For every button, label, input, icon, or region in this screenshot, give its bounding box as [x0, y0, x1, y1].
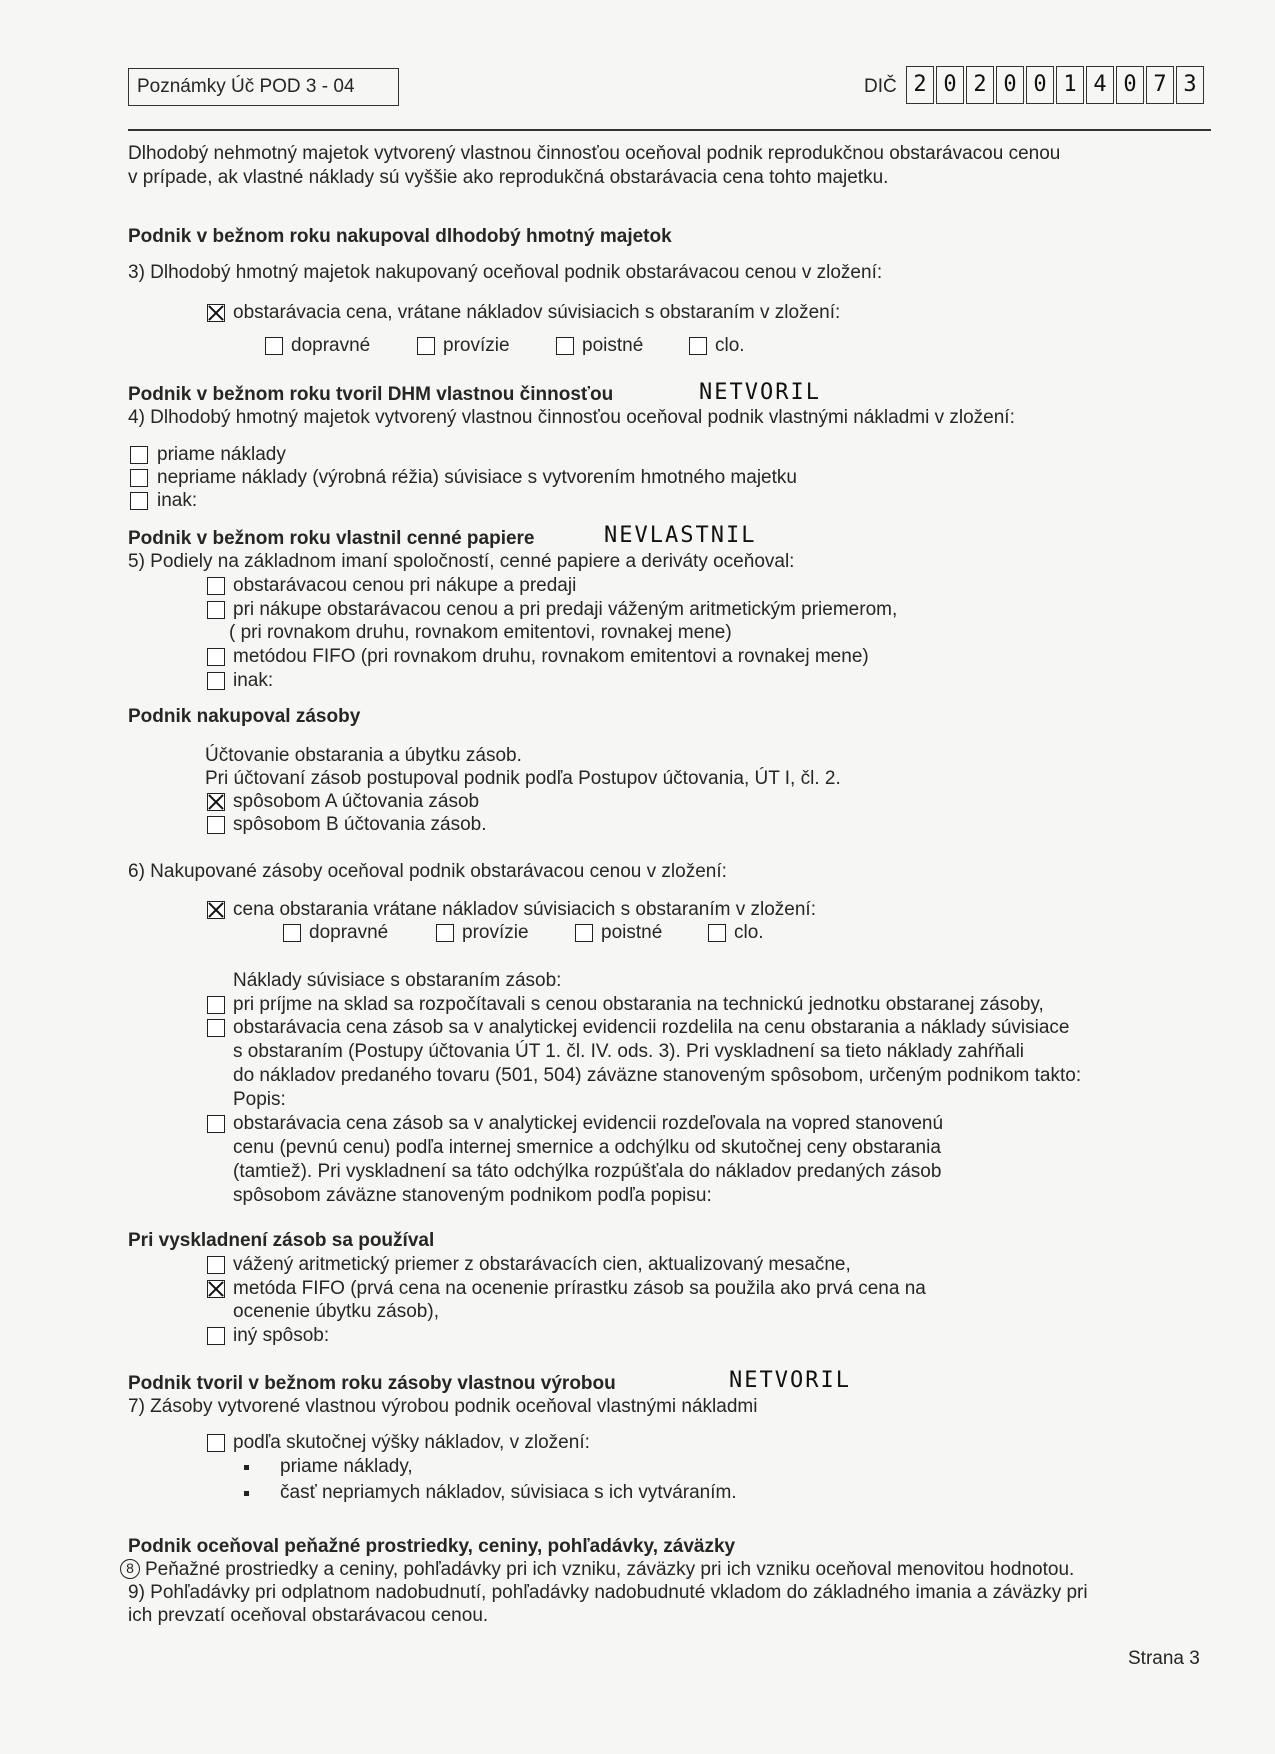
- checkbox-transport[interactable]: [283, 924, 301, 942]
- checkbox-acquisition-price[interactable]: [207, 901, 225, 919]
- dic-label: DIČ: [864, 76, 897, 97]
- checkbox-acquisition-price[interactable]: [207, 577, 225, 595]
- option-label: inak:: [157, 490, 198, 511]
- option-label: spôsobom záväzne stanoveným podnikom podľa popisu:: [233, 1185, 712, 1206]
- checkbox-method-b[interactable]: [207, 816, 225, 834]
- dic-field: [906, 66, 1206, 104]
- checkbox-acquisition-cost[interactable]: [207, 304, 225, 322]
- body-text: Peňažné prostriedky a ceniny, pohľadávky pri ich vzniku, záväzky pri ich vzniku oceňoval menovitou hodnotou.: [145, 1559, 1075, 1580]
- section-heading: Podnik v bežnom roku tvoril DHM vlastnou činnosťou: [128, 384, 614, 405]
- question-text: 3) Dlhodobý hmotný majetok nakupovaný oceňoval podnik obstarávacou cenou v zložení:: [128, 262, 883, 283]
- option-label: poistné: [582, 335, 644, 356]
- handwritten-note: NETVORIL: [699, 380, 821, 405]
- dic-digit: 2: [966, 66, 994, 104]
- header-divider: [128, 129, 1211, 131]
- option-label: s obstaraním (Postupy účtovania ÚT 1. čl. IV. ods. 3). Pri vyskladnení sa tieto náklady zahŕňali: [233, 1041, 1025, 1062]
- section-heading: Podnik oceňoval peňažné prostriedky, ceniny, pohľadávky, záväzky: [128, 1536, 736, 1557]
- dic-digit: 0: [1116, 66, 1144, 104]
- checkbox-fifo[interactable]: [207, 1280, 225, 1298]
- checkbox-other[interactable]: [207, 1327, 225, 1345]
- bullet-text: časť nepriamych nákladov, súvisiaca s ich vytváraním.: [280, 1482, 737, 1503]
- dic-digit: 2: [906, 66, 934, 104]
- intro-line: Dlhodobý nehmotný majetok vytvorený vlastnou činnosťou oceňoval podnik reprodukčnou obstarávacou cenou: [128, 143, 1061, 164]
- option-label: vážený aritmetický priemer z obstarávacích cien, aktualizovaný mesačne,: [233, 1254, 851, 1275]
- option-label: pri nákupe obstarávacou cenou a pri predaji váženým aritmetickým priemerom,: [233, 599, 898, 620]
- checkbox-actual-costs[interactable]: [207, 1434, 225, 1452]
- option-label: priame náklady: [157, 444, 286, 465]
- option-label: nepriame náklady (výrobná réžia) súvisiace s vytvorením hmotného majetku: [157, 467, 797, 488]
- option-label: obstarávacia cena zásob sa v analytickej evidencii rozdelila na cenu obstarania a náklady súvisiace: [233, 1017, 1070, 1038]
- option-label: podľa skutočnej výšky nákladov, v zložení:: [233, 1432, 590, 1453]
- body-text: ich prevzatí oceňoval obstarávacou cenou.: [128, 1605, 489, 1626]
- option-label: iný spôsob:: [233, 1325, 330, 1346]
- page-number: Strana 3: [1128, 1648, 1200, 1669]
- option-label: dopravné: [291, 335, 371, 356]
- intro-line: v prípade, ak vlastné náklady sú vyššie ako reprodukčná obstarávacia cena tohto majetku.: [128, 167, 889, 188]
- dic-digit: 3: [1176, 66, 1204, 104]
- checkbox-insurance[interactable]: [575, 924, 593, 942]
- checkbox-commission[interactable]: [417, 337, 435, 355]
- option-label: Popis:: [233, 1089, 286, 1110]
- option-label: spôsobom A účtovania zásob: [233, 791, 480, 812]
- option-label: do nákladov predaného tovaru (501, 504) záväzne stanoveným spôsobom, určeným podnikom takto:: [233, 1065, 1082, 1086]
- checkbox-customs[interactable]: [708, 924, 726, 942]
- bullet-icon: [244, 1491, 249, 1496]
- checkbox-other[interactable]: [130, 492, 148, 510]
- body-text: 9) Pohľadávky pri odplatnom nadobudnutí, pohľadávky nadobudnuté vkladom do základného imania a záväzky pri: [128, 1582, 1088, 1603]
- option-label: clo.: [715, 335, 745, 356]
- checkbox-transport[interactable]: [265, 337, 283, 355]
- question-text: 4) Dlhodobý hmotný majetok vytvorený vlastnou činnosťou oceňoval podnik vlastnými nákladmi v zložení:: [128, 407, 1015, 428]
- checkbox-indirect-costs[interactable]: [130, 469, 148, 487]
- checkbox-method-a[interactable]: [207, 793, 225, 811]
- checkbox-customs[interactable]: [689, 337, 707, 355]
- dic-digit: 1: [1056, 66, 1084, 104]
- item-number-circle: 8: [120, 1559, 140, 1579]
- section-heading: Podnik tvoril v bežnom roku zásoby vlastnou výrobou: [128, 1373, 616, 1394]
- dic-digit: 4: [1086, 66, 1114, 104]
- option-label: cenu (pevnú cenu) podľa internej smernice a odchýlku od skutočnej ceny obstarania: [233, 1137, 941, 1158]
- section-heading: Pri vyskladnení zásob sa používal: [128, 1230, 435, 1251]
- checkbox-fixed-price[interactable]: [207, 1115, 225, 1133]
- question-text: 6) Nakupované zásoby oceňoval podnik obstarávacou cenou v zložení:: [128, 861, 727, 882]
- checkbox-commission[interactable]: [436, 924, 454, 942]
- option-label: spôsobom B účtovania zásob.: [233, 814, 487, 835]
- checkbox-weighted-average[interactable]: [207, 1256, 225, 1274]
- checkbox-insurance[interactable]: [556, 337, 574, 355]
- body-text: Účtovanie obstarania a úbytku zásob.: [205, 745, 522, 766]
- dic-digit: 0: [1026, 66, 1054, 104]
- option-label: metódou FIFO (pri rovnakom druhu, rovnakom emitentovi a rovnakej mene): [233, 646, 869, 667]
- body-text: Pri účtovaní zásob postupoval podnik podľa Postupov účtovania, ÚT I, čl. 2.: [205, 768, 841, 789]
- checkbox-cost-analytic[interactable]: [207, 1019, 225, 1037]
- option-label: poistné: [601, 922, 663, 943]
- option-label: obstarávacia cena, vrátane nákladov súvisiacich s obstaraním v zložení:: [233, 302, 841, 323]
- option-label: inak:: [233, 670, 274, 691]
- option-label: obstarávacou cenou pri nákupe a predaji: [233, 575, 577, 596]
- bullet-text: priame náklady,: [280, 1456, 413, 1477]
- option-label: ( pri rovnakom druhu, rovnakom emitentovi, rovnakej mene): [229, 622, 732, 643]
- checkbox-direct-costs[interactable]: [130, 446, 148, 464]
- checkbox-cost-allocation[interactable]: [207, 996, 225, 1014]
- option-label: dopravné: [309, 922, 389, 943]
- checkbox-weighted-average[interactable]: [207, 601, 225, 619]
- option-label: (tamtiež). Pri vyskladnení sa táto odchýlka rozpúšťala do nákladov predaných zásob: [233, 1161, 942, 1182]
- handwritten-note: NETVORIL: [729, 1368, 851, 1393]
- option-label: clo.: [734, 922, 764, 943]
- dic-digit: 0: [996, 66, 1024, 104]
- option-label: cena obstarania vrátane nákladov súvisiacich s obstaraním v zložení:: [233, 899, 816, 920]
- section-heading: Podnik nakupoval zásoby: [128, 706, 361, 727]
- question-text: 7) Zásoby vytvorené vlastnou výrobou podnik oceňoval vlastnými nákladmi: [128, 1396, 758, 1417]
- section-label-box: [128, 68, 399, 106]
- section-heading: Podnik v bežnom roku nakupoval dlhodobý hmotný majetok: [128, 226, 672, 247]
- option-label: metóda FIFO (prvá cena na ocenenie prírastku zásob sa použila ako prvá cena na: [233, 1278, 926, 1299]
- checkbox-other[interactable]: [207, 672, 225, 690]
- body-text: Náklady súvisiace s obstaraním zásob:: [233, 970, 562, 991]
- option-label: provízie: [462, 922, 529, 943]
- bullet-icon: [244, 1465, 249, 1470]
- checkbox-fifo[interactable]: [207, 648, 225, 666]
- question-text: 5) Podiely na základnom imaní spoločností, cenné papiere a deriváty oceňoval:: [128, 551, 795, 572]
- handwritten-note: NEVLASTNIL: [604, 523, 757, 548]
- option-label: pri príjme na sklad sa rozpočítavali s cenou obstarania na technickú jednotku obstaranej zásoby,: [233, 994, 1044, 1015]
- option-label: obstarávacia cena zásob sa v analytickej evidencii rozdeľovala na vopred stanovenú: [233, 1113, 944, 1134]
- section-heading: Podnik v bežnom roku vlastnil cenné papiere: [128, 528, 535, 549]
- section-label: Poznámky Úč POD 3 - 04: [137, 76, 355, 97]
- option-label: provízie: [443, 335, 510, 356]
- dic-digit: 7: [1146, 66, 1174, 104]
- option-label: ocenenie úbytku zásob),: [233, 1301, 439, 1322]
- dic-digit: 0: [936, 66, 964, 104]
